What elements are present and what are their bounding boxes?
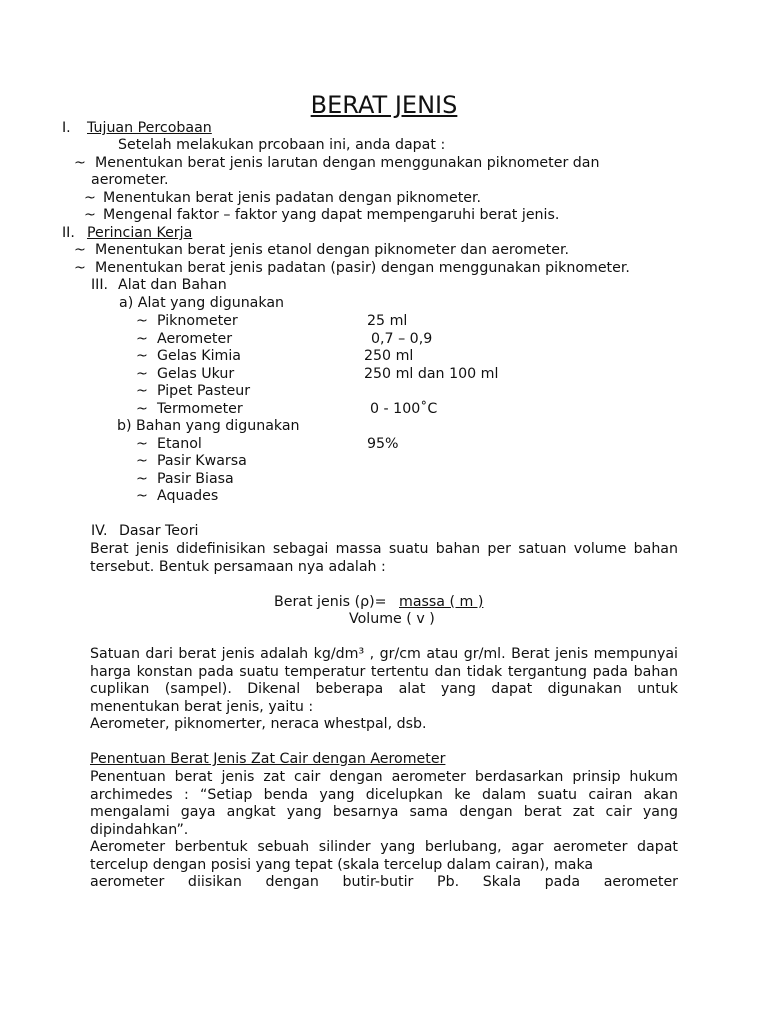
tool-spec: 25 ml xyxy=(367,313,408,329)
bullet-icon: ~ xyxy=(74,260,86,276)
tool-name: Gelas Kimia xyxy=(157,348,241,364)
bullet-icon: ~ xyxy=(136,331,148,347)
formula-numerator: massa ( m ) xyxy=(399,594,484,610)
theory-paragraph: Penentuan berat jenis zat cair dengan aerometer berdasarkan prinsip hukum archimedes : “Setiap benda yang dicelupkan ke dalam suatu cairan akan mengalami gaya angkat yang besarnya sama dengan berat zat cair yang dipindahkan”. xyxy=(90,769,678,838)
section-2-item: Menentukan berat jenis etanol dengan piknometer dan aerometer. xyxy=(95,242,569,258)
bullet-icon: ~ xyxy=(136,313,148,329)
tool-spec: 0,7 – 0,9 xyxy=(371,331,433,347)
sub-heading: Penentuan Berat Jenis Zat Cair dengan Aerometer xyxy=(90,751,446,767)
section-3-number: III. xyxy=(91,277,109,293)
material-name: Aquades xyxy=(157,488,219,504)
bullet-icon: ~ xyxy=(136,383,148,399)
bullet-icon: ~ xyxy=(74,242,86,258)
tool-spec: 250 ml dan 100 ml xyxy=(364,366,499,382)
bullet-icon: ~ xyxy=(136,348,148,364)
tools-label: a) Alat yang digunakan xyxy=(119,295,285,311)
bullet-icon: ~ xyxy=(136,453,148,469)
bullet-icon: ~ xyxy=(74,155,86,171)
tool-spec: 250 ml xyxy=(364,348,414,364)
theory-paragraph-last-line: aerometer diisikan dengan butir-butir Pb. Skala pada aerometer xyxy=(90,874,678,890)
bullet-icon: ~ xyxy=(136,401,148,417)
theory-paragraph: Aerometer berbentuk sebuah silinder yang berlubang, agar aerometer dapat tercelup dengan posisi yang tepat (skala tercelup dalam cairan), maka xyxy=(90,839,678,873)
bullet-icon: ~ xyxy=(84,207,96,223)
section-4-heading: Dasar Teori xyxy=(119,523,199,539)
section-3-heading: Alat dan Bahan xyxy=(118,277,227,293)
section-2-heading: Perincian Kerja xyxy=(87,225,193,241)
tool-name: Piknometer xyxy=(157,313,238,329)
section-1-heading: Tujuan Percobaan xyxy=(87,120,212,136)
formula-denominator: Volume ( v ) xyxy=(349,611,435,627)
materials-label: b) Bahan yang digunakan xyxy=(117,418,300,434)
section-4-number: IV. xyxy=(91,523,108,539)
section-2-item: Menentukan berat jenis padatan (pasir) dengan menggunakan piknometer. xyxy=(95,260,630,276)
material-spec: 95% xyxy=(367,436,399,452)
theory-paragraph: Berat jenis didefinisikan sebagai massa suatu bahan per satuan volume bahan tersebut. Bentuk persamaan nya adalah : xyxy=(90,541,678,575)
bullet-icon: ~ xyxy=(136,366,148,382)
page-title: BERAT JENIS xyxy=(310,91,458,119)
tool-name: Gelas Ukur xyxy=(157,366,235,382)
bullet-icon: ~ xyxy=(136,436,148,452)
formula-lhs: Berat jenis (ρ)= xyxy=(274,594,387,610)
tool-name: Termometer xyxy=(157,401,243,417)
bullet-icon: ~ xyxy=(84,190,96,206)
theory-paragraph-tail: Aerometer, piknomerter, neraca whestpal, dsb. xyxy=(90,716,427,732)
section-1-item-continued: aerometer. xyxy=(91,172,169,188)
section-1-intro: Setelah melakukan prcobaan ini, anda dapat : xyxy=(118,137,446,153)
section-1-item: Mengenal faktor – faktor yang dapat mempengaruhi berat jenis. xyxy=(103,207,560,223)
tool-name: Aerometer xyxy=(157,331,233,347)
bullet-icon: ~ xyxy=(136,471,148,487)
material-name: Pasir Biasa xyxy=(157,471,234,487)
tool-name: Pipet Pasteur xyxy=(157,383,251,399)
section-1-item: Menentukan berat jenis larutan dengan menggunakan piknometer dan xyxy=(95,155,600,171)
theory-paragraph: Satuan dari berat jenis adalah kg/dm³ , gr/cm atau gr/ml. Berat jenis mempunyai harga konstan pada suatu temperatur tertentu dan tidak tergantung pada bahan cuplikan (sampel). Dikenal beberapa alat yang dapat digunakan untuk menentukan berat jenis, yaitu : xyxy=(90,646,678,715)
material-name: Etanol xyxy=(157,436,202,452)
bullet-icon: ~ xyxy=(136,488,148,504)
section-1-item: Menentukan berat jenis padatan dengan piknometer. xyxy=(103,190,482,206)
material-name: Pasir Kwarsa xyxy=(157,453,247,469)
section-1-number: I. xyxy=(62,120,71,136)
section-2-number: II. xyxy=(62,225,75,241)
tool-spec: 0 - 100˚C xyxy=(370,401,438,417)
